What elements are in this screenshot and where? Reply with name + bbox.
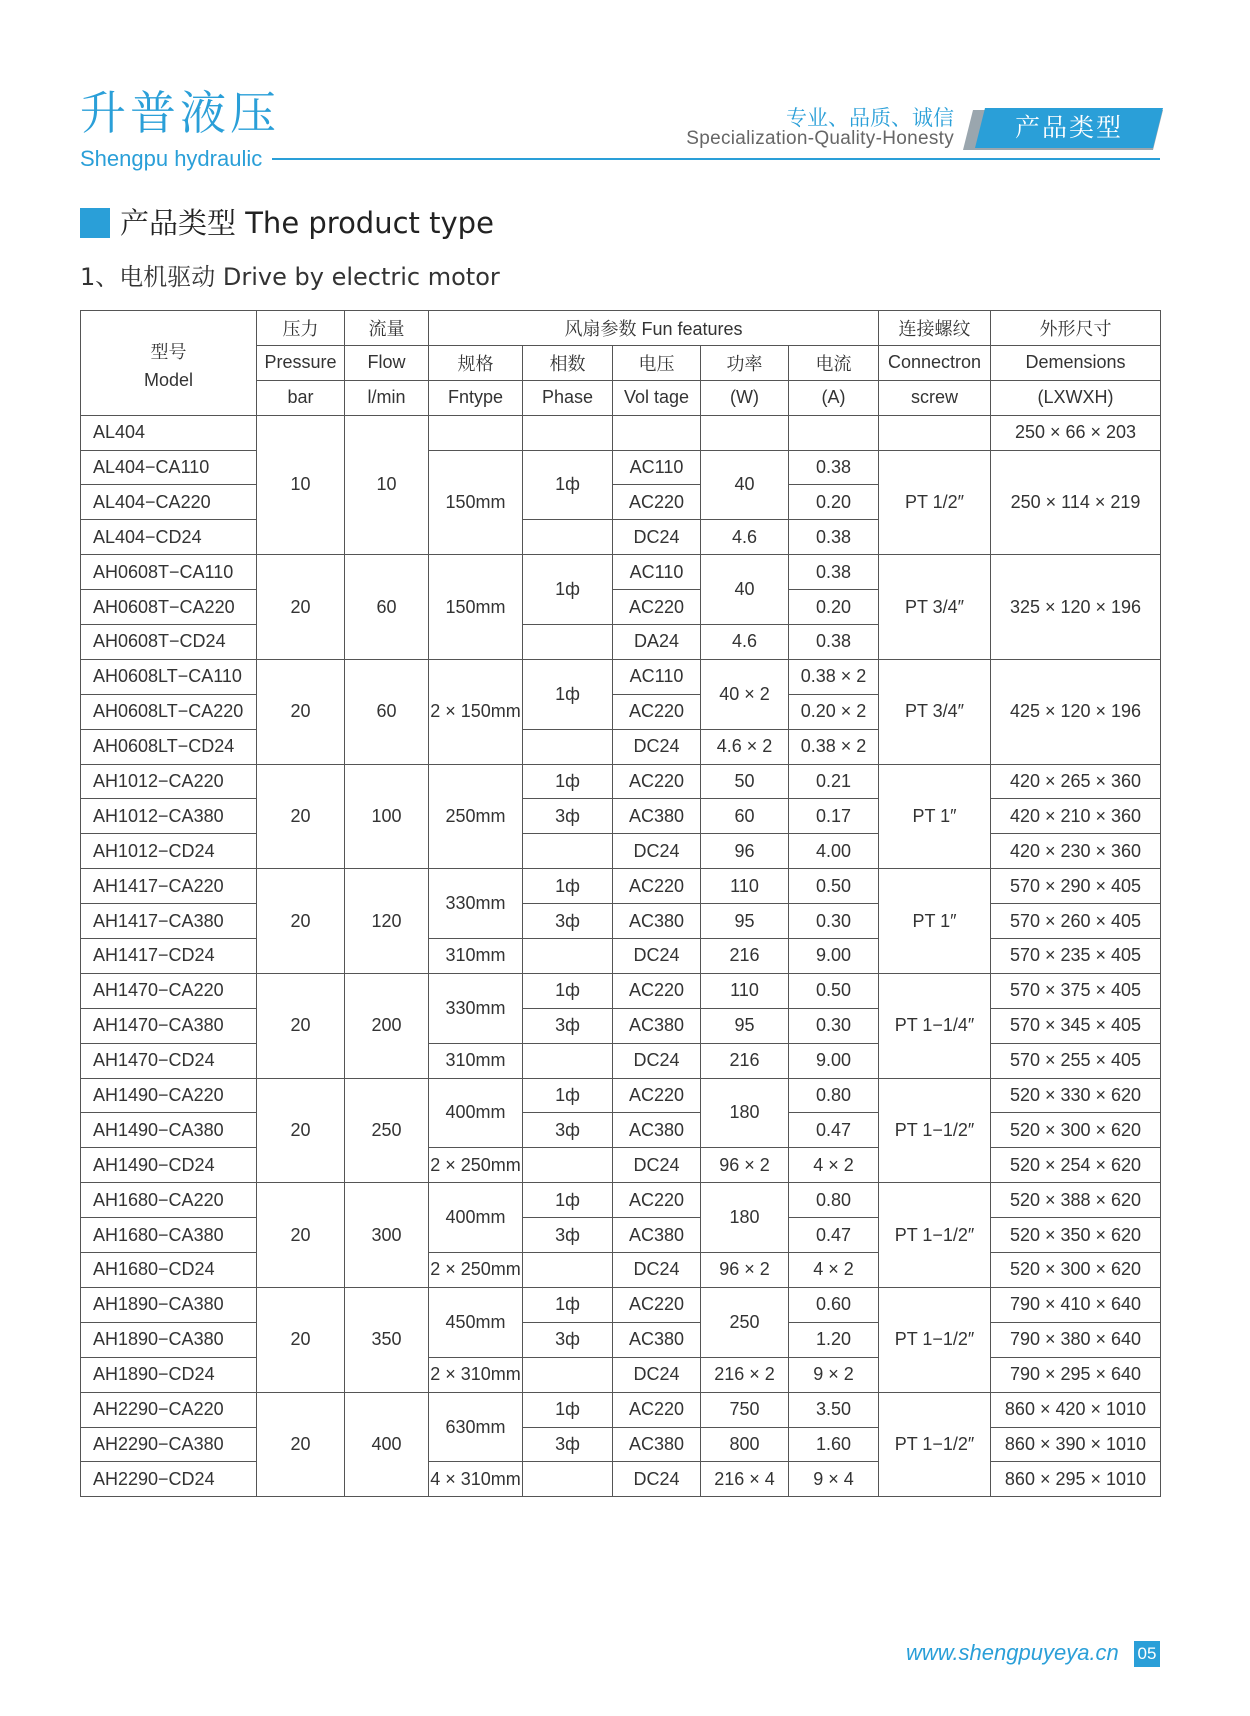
dimension-cell: 520 × 330 × 620 (991, 1078, 1161, 1113)
flow-cell: 100 (345, 764, 429, 869)
flow-cell: 250 (345, 1078, 429, 1183)
phase-cell: 1ф (523, 1392, 613, 1427)
model-cell: AH1470−CA220 (81, 973, 257, 1008)
header-phase-cn: 相数 (523, 345, 613, 380)
table-row (81, 415, 1161, 450)
table-row (81, 1078, 1161, 1113)
table-row (81, 973, 1161, 1008)
power-cell: 96 (701, 834, 789, 869)
phase-cell (523, 1043, 613, 1078)
fan-size-cell: 250mm (429, 764, 523, 869)
model-cell: AL404−CD24 (81, 520, 257, 555)
section-subtitle: 1、电机驱动 Drive by electric motor (80, 263, 500, 291)
model-cell: AH1012−CD24 (81, 834, 257, 869)
header-phase-en: Phase (523, 380, 613, 415)
flow-cell: 400 (345, 1392, 429, 1497)
header-dim-en: Demensions (991, 345, 1161, 380)
fan-size-cell: 450mm (429, 1287, 523, 1357)
power-cell: 95 (701, 904, 789, 939)
power-cell: 250 (701, 1287, 789, 1357)
fan-size-cell (429, 415, 523, 450)
power-cell: 216 × 2 (701, 1357, 789, 1392)
phase-cell: 3ф (523, 1008, 613, 1043)
pressure-cell: 10 (257, 415, 345, 555)
model-cell: AH1890−CA380 (81, 1322, 257, 1357)
power-cell: 40 × 2 (701, 659, 789, 729)
dimension-cell: 570 × 375 × 405 (991, 973, 1161, 1008)
voltage-cell: DC24 (613, 939, 701, 974)
table-row (81, 1287, 1161, 1322)
fan-size-cell: 2 × 250mm (429, 1148, 523, 1183)
header-model (81, 311, 257, 416)
phase-cell: 3ф (523, 1218, 613, 1253)
table-row (81, 1357, 1161, 1392)
table-row (81, 450, 1161, 485)
model-cell: AH2290−CA380 (81, 1427, 257, 1462)
current-cell: 9 × 4 (789, 1462, 879, 1497)
model-cell: AL404−CA110 (81, 450, 257, 485)
power-cell: 216 (701, 1043, 789, 1078)
header-thread-en: Connectron (879, 345, 991, 380)
header-fan-group: 风扇参数 Fun features (429, 311, 879, 346)
header-fan-size-cn: 规格 (429, 345, 523, 380)
model-cell: AH0608LT−CA220 (81, 694, 257, 729)
phase-cell: 1ф (523, 973, 613, 1008)
table-row (81, 1322, 1161, 1357)
flow-cell: 300 (345, 1183, 429, 1288)
current-cell: 0.38 (789, 450, 879, 485)
voltage-cell: AC380 (613, 799, 701, 834)
dimension-cell: 420 × 265 × 360 (991, 764, 1161, 799)
flow-cell: 350 (345, 1287, 429, 1392)
power-cell: 110 (701, 973, 789, 1008)
dimension-cell: 520 × 350 × 620 (991, 1218, 1161, 1253)
phase-cell: 1ф (523, 1287, 613, 1322)
power-cell: 96 × 2 (701, 1253, 789, 1288)
model-cell: AL404−CA220 (81, 485, 257, 520)
model-cell: AH1490−CA380 (81, 1113, 257, 1148)
current-cell: 4.00 (789, 834, 879, 869)
header-fan-size-en: Fntype (429, 380, 523, 415)
voltage-cell: AC380 (613, 1322, 701, 1357)
phase-cell: 1ф (523, 764, 613, 799)
phase-cell (523, 1148, 613, 1183)
pressure-cell: 20 (257, 1183, 345, 1288)
table-row (81, 869, 1161, 904)
thread-cell: PT 1″ (879, 764, 991, 869)
power-cell (701, 415, 789, 450)
table-row (81, 799, 1161, 834)
header-power-cn: 功率 (701, 345, 789, 380)
header-pressure-cn: 压力 (257, 311, 345, 346)
phase-cell: 3ф (523, 1113, 613, 1148)
phase-cell (523, 1253, 613, 1288)
voltage-cell: AC110 (613, 555, 701, 590)
phase-cell: 1ф (523, 1183, 613, 1218)
table-row (81, 659, 1161, 694)
current-cell: 0.17 (789, 799, 879, 834)
section-title: 产品类型 The product type (120, 206, 494, 240)
model-cell: AH1890−CA380 (81, 1287, 257, 1322)
voltage-cell: AC380 (613, 1008, 701, 1043)
model-cell: AH1490−CD24 (81, 1148, 257, 1183)
voltage-cell: AC220 (613, 1287, 701, 1322)
current-cell: 9.00 (789, 939, 879, 974)
power-cell: 4.6 × 2 (701, 729, 789, 764)
voltage-cell: AC220 (613, 1078, 701, 1113)
header-power-en: (W) (701, 380, 789, 415)
fan-size-cell: 310mm (429, 939, 523, 974)
table-row (81, 555, 1161, 590)
dimension-cell: 420 × 230 × 360 (991, 834, 1161, 869)
table-row (81, 904, 1161, 939)
pressure-cell: 20 (257, 1078, 345, 1183)
current-cell: 3.50 (789, 1392, 879, 1427)
dimension-cell: 790 × 410 × 640 (991, 1287, 1161, 1322)
dimension-cell: 860 × 390 × 1010 (991, 1427, 1161, 1462)
model-cell: AH0608LT−CA110 (81, 659, 257, 694)
current-cell: 0.47 (789, 1113, 879, 1148)
header-voltage-en: Vol tage (613, 380, 701, 415)
fan-size-cell: 150mm (429, 450, 523, 555)
voltage-cell: AC380 (613, 1218, 701, 1253)
current-cell: 4 × 2 (789, 1148, 879, 1183)
dimension-cell: 570 × 345 × 405 (991, 1008, 1161, 1043)
thread-cell: PT 1−1/2″ (879, 1078, 991, 1183)
voltage-cell: AC220 (613, 1183, 701, 1218)
voltage-cell: AC220 (613, 764, 701, 799)
current-cell: 1.60 (789, 1427, 879, 1462)
phase-cell (523, 520, 613, 555)
phase-cell (523, 625, 613, 660)
phase-cell: 3ф (523, 904, 613, 939)
header-flow-en: Flow (345, 345, 429, 380)
phase-cell: 1ф (523, 869, 613, 904)
voltage-cell: AC220 (613, 869, 701, 904)
dimension-cell: 570 × 260 × 405 (991, 904, 1161, 939)
model-cell: AH1417−CA380 (81, 904, 257, 939)
header-thread-en-2: screw (879, 380, 991, 415)
slogan-cn: 专业、品质、诚信 (786, 106, 954, 130)
pressure-cell: 20 (257, 869, 345, 974)
pressure-cell: 20 (257, 555, 345, 660)
brand-name-cn: 升普液压 (80, 86, 280, 140)
model-cell: AH1890−CD24 (81, 1357, 257, 1392)
current-cell: 0.21 (789, 764, 879, 799)
voltage-cell: DC24 (613, 1148, 701, 1183)
voltage-cell: AC380 (613, 1113, 701, 1148)
pressure-cell: 20 (257, 1392, 345, 1497)
product-spec-table (80, 310, 1161, 1497)
header-dim-cn: 外形尺寸 (991, 311, 1161, 346)
voltage-cell: DA24 (613, 625, 701, 660)
voltage-cell: DC24 (613, 1357, 701, 1392)
header-pressure-unit: bar (257, 380, 345, 415)
voltage-cell: DC24 (613, 1043, 701, 1078)
fan-size-cell: 2 × 310mm (429, 1357, 523, 1392)
thread-cell: PT 3/4″ (879, 555, 991, 660)
table-row (81, 1008, 1161, 1043)
header-divider (272, 158, 1160, 160)
current-cell: 0.38 (789, 555, 879, 590)
model-cell: AH1012−CA380 (81, 799, 257, 834)
phase-cell (523, 939, 613, 974)
table-row (81, 1183, 1161, 1218)
fan-size-cell: 400mm (429, 1078, 523, 1148)
dimension-cell: 520 × 300 × 620 (991, 1253, 1161, 1288)
header-model-cn: 型号 (150, 341, 187, 362)
fan-size-cell: 330mm (429, 869, 523, 939)
voltage-cell: AC220 (613, 485, 701, 520)
page-number: 05 (1134, 1641, 1160, 1667)
phase-cell: 3ф (523, 799, 613, 834)
voltage-cell: AC220 (613, 1392, 701, 1427)
power-cell: 216 × 4 (701, 1462, 789, 1497)
dimension-cell: 250 × 66 × 203 (991, 415, 1161, 450)
flow-cell: 200 (345, 973, 429, 1078)
voltage-cell: DC24 (613, 1253, 701, 1288)
voltage-cell: AC220 (613, 694, 701, 729)
thread-cell: PT 3/4″ (879, 659, 991, 764)
model-cell: AH1417−CA220 (81, 869, 257, 904)
current-cell: 9.00 (789, 1043, 879, 1078)
current-cell: 0.38 (789, 625, 879, 660)
model-cell: AH1470−CA380 (81, 1008, 257, 1043)
model-cell: AH1417−CD24 (81, 939, 257, 974)
dimension-cell: 520 × 388 × 620 (991, 1183, 1161, 1218)
voltage-cell: DC24 (613, 729, 701, 764)
flow-cell: 120 (345, 869, 429, 974)
header-flow-cn: 流量 (345, 311, 429, 346)
current-cell: 0.38 (789, 520, 879, 555)
phase-cell (523, 729, 613, 764)
model-cell: AH0608T−CA110 (81, 555, 257, 590)
pressure-cell: 20 (257, 973, 345, 1078)
current-cell: 0.50 (789, 973, 879, 1008)
thread-cell: PT 1−1/2″ (879, 1392, 991, 1497)
dimension-cell: 570 × 235 × 405 (991, 939, 1161, 974)
voltage-cell (613, 415, 701, 450)
header-voltage-cn: 电压 (613, 345, 701, 380)
fan-size-cell: 310mm (429, 1043, 523, 1078)
thread-cell (879, 415, 991, 450)
current-cell: 0.50 (789, 869, 879, 904)
header-model-en: Model (143, 369, 194, 390)
brand-name-en: Shengpu hydraulic (80, 146, 263, 171)
fan-size-cell: 330mm (429, 973, 523, 1043)
table-row (81, 939, 1161, 974)
fan-size-cell: 4 × 310mm (429, 1462, 523, 1497)
dimension-cell: 250 × 114 × 219 (991, 450, 1161, 555)
flow-cell: 10 (345, 415, 429, 555)
header-flow-unit: l/min (345, 380, 429, 415)
footer-url[interactable]: www.shengpuyeya.cn (906, 1640, 1119, 1665)
power-cell: 110 (701, 869, 789, 904)
current-cell: 0.20 (789, 485, 879, 520)
pressure-cell: 20 (257, 1287, 345, 1392)
table-row (81, 1148, 1161, 1183)
dimension-cell: 325 × 120 × 196 (991, 555, 1161, 660)
power-cell: 96 × 2 (701, 1148, 789, 1183)
voltage-cell: AC110 (613, 659, 701, 694)
flow-cell: 60 (345, 555, 429, 660)
table-row (81, 1392, 1161, 1427)
current-cell: 0.47 (789, 1218, 879, 1253)
model-cell: AH2290−CD24 (81, 1462, 257, 1497)
model-cell: AH1680−CA220 (81, 1183, 257, 1218)
slogan-en: Specialization-Quality-Honesty (686, 128, 954, 149)
dimension-cell: 570 × 290 × 405 (991, 869, 1161, 904)
table-row (81, 834, 1161, 869)
power-cell: 750 (701, 1392, 789, 1427)
thread-cell: PT 1−1/2″ (879, 1287, 991, 1392)
table-row (81, 1043, 1161, 1078)
current-cell (789, 415, 879, 450)
table-row (81, 1218, 1161, 1253)
current-cell: 0.60 (789, 1287, 879, 1322)
dimension-cell: 420 × 210 × 360 (991, 799, 1161, 834)
power-cell: 4.6 (701, 625, 789, 660)
phase-cell (523, 415, 613, 450)
header-pressure-en: Pressure (257, 345, 345, 380)
fan-size-cell: 400mm (429, 1183, 523, 1253)
power-cell: 40 (701, 450, 789, 520)
dimension-cell: 520 × 300 × 620 (991, 1113, 1161, 1148)
voltage-cell: AC380 (613, 904, 701, 939)
power-cell: 180 (701, 1078, 789, 1148)
pressure-cell: 20 (257, 764, 345, 869)
fan-size-cell: 150mm (429, 555, 523, 660)
phase-cell: 1ф (523, 555, 613, 625)
power-cell: 216 (701, 939, 789, 974)
model-cell: AH2290−CA220 (81, 1392, 257, 1427)
model-cell: AH1680−CD24 (81, 1253, 257, 1288)
power-cell: 95 (701, 1008, 789, 1043)
thread-cell: PT 1−1/2″ (879, 1183, 991, 1288)
header-thread-cn: 连接螺纹 (879, 311, 991, 346)
thread-cell: PT 1/2″ (879, 450, 991, 555)
current-cell: 0.20 × 2 (789, 694, 879, 729)
current-cell: 0.38 × 2 (789, 659, 879, 694)
current-cell: 0.30 (789, 904, 879, 939)
current-cell: 0.80 (789, 1078, 879, 1113)
phase-cell: 3ф (523, 1427, 613, 1462)
voltage-cell: AC220 (613, 973, 701, 1008)
dimension-cell: 860 × 295 × 1010 (991, 1462, 1161, 1497)
table-row (81, 1113, 1161, 1148)
current-cell: 9 × 2 (789, 1357, 879, 1392)
phase-cell (523, 834, 613, 869)
power-cell: 800 (701, 1427, 789, 1462)
model-cell: AH0608T−CD24 (81, 625, 257, 660)
power-cell: 4.6 (701, 520, 789, 555)
model-cell: AH1470−CD24 (81, 1043, 257, 1078)
model-cell: AL404 (81, 415, 257, 450)
power-cell: 60 (701, 799, 789, 834)
dimension-cell: 520 × 254 × 620 (991, 1148, 1161, 1183)
voltage-cell: DC24 (613, 834, 701, 869)
section-marker (80, 208, 110, 238)
phase-cell: 3ф (523, 1322, 613, 1357)
fan-size-cell: 630mm (429, 1392, 523, 1462)
fan-size-cell: 2 × 150mm (429, 659, 523, 764)
current-cell: 4 × 2 (789, 1253, 879, 1288)
current-cell: 0.80 (789, 1183, 879, 1218)
section-tag-label: 产品类型 (1014, 113, 1123, 142)
table-row (81, 1253, 1161, 1288)
header-current-en: (A) (789, 380, 879, 415)
voltage-cell: DC24 (613, 1462, 701, 1497)
power-cell: 180 (701, 1183, 789, 1253)
current-cell: 0.20 (789, 590, 879, 625)
phase-cell: 1ф (523, 450, 613, 520)
header-dim-en-2: (LXWXH) (991, 380, 1161, 415)
model-cell: AH0608T−CA220 (81, 590, 257, 625)
voltage-cell: AC110 (613, 450, 701, 485)
model-cell: AH1680−CA380 (81, 1218, 257, 1253)
phase-cell (523, 1357, 613, 1392)
model-cell: AH1490−CA220 (81, 1078, 257, 1113)
table-row (81, 1427, 1161, 1462)
dimension-cell: 860 × 420 × 1010 (991, 1392, 1161, 1427)
table-row (81, 1462, 1161, 1497)
power-cell: 40 (701, 555, 789, 625)
fan-size-cell: 2 × 250mm (429, 1253, 523, 1288)
phase-cell: 1ф (523, 659, 613, 729)
current-cell: 0.38 × 2 (789, 729, 879, 764)
dimension-cell: 570 × 255 × 405 (991, 1043, 1161, 1078)
thread-cell: PT 1″ (879, 869, 991, 974)
dimension-cell: 790 × 295 × 640 (991, 1357, 1161, 1392)
thread-cell: PT 1−1/4″ (879, 973, 991, 1078)
model-cell: AH0608LT−CD24 (81, 729, 257, 764)
dimension-cell: 790 × 380 × 640 (991, 1322, 1161, 1357)
current-cell: 0.30 (789, 1008, 879, 1043)
current-cell: 1.20 (789, 1322, 879, 1357)
phase-cell: 1ф (523, 1078, 613, 1113)
voltage-cell: AC380 (613, 1427, 701, 1462)
model-cell: AH1012−CA220 (81, 764, 257, 799)
dimension-cell: 425 × 120 × 196 (991, 659, 1161, 764)
power-cell: 50 (701, 764, 789, 799)
pressure-cell: 20 (257, 659, 345, 764)
flow-cell: 60 (345, 659, 429, 764)
header-current-cn: 电流 (789, 345, 879, 380)
phase-cell (523, 1462, 613, 1497)
voltage-cell: DC24 (613, 520, 701, 555)
table-row (81, 764, 1161, 799)
voltage-cell: AC220 (613, 590, 701, 625)
